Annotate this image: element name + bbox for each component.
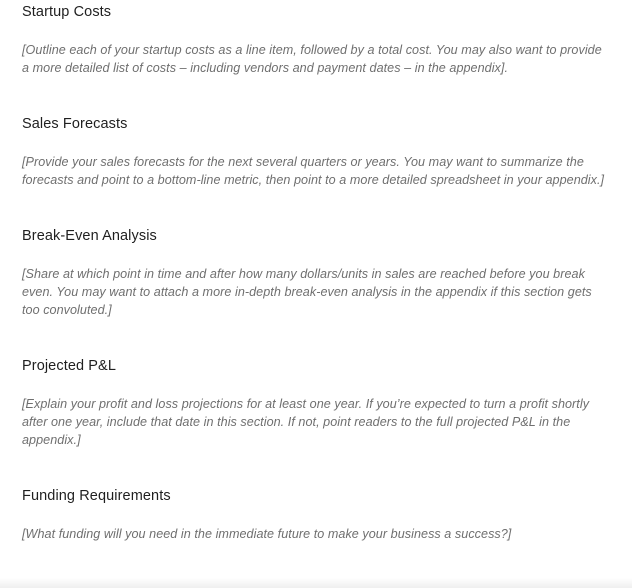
section-heading: Sales Forecasts xyxy=(22,116,128,132)
section-heading: Projected P&L xyxy=(22,358,116,374)
section-startup-costs xyxy=(22,3,612,77)
document-page xyxy=(22,3,612,543)
section-projected-pl xyxy=(22,357,612,449)
section-sales-forecasts xyxy=(22,115,612,189)
section-body: [Provide your sales forecasts for the next several quarters or years. You may want to summarize the forecasts and point to a bottom-line metric, then point to a more detailed spreadsheet in your appendix.] xyxy=(22,155,605,187)
section-funding-requirements xyxy=(22,487,612,543)
section-body: [Explain your profit and loss projections for at least one year. If you’re expected to turn a profit shortly after one year, include that date in this section. If not, point readers to the full projected P&L in the appendix.] xyxy=(22,397,590,447)
section-body: [Outline each of your startup costs as a line item, followed by a total cost. You may also want to provide a more detailed list of costs – including vendors and payment dates – in the appendix]. xyxy=(22,43,602,75)
section-heading: Startup Costs xyxy=(22,4,112,20)
section-body: [What funding will you need in the immediate future to make your business a success?] xyxy=(22,527,512,541)
section-body: [Share at which point in time and after how many dollars/units in sales are reached before you break even. You may want to attach a more in-depth break-even analysis in the appendix if this section gets too convoluted.] xyxy=(22,267,592,317)
section-heading: Break-Even Analysis xyxy=(22,228,157,244)
section-heading: Funding Requirements xyxy=(22,488,171,504)
bottom-edge-shadow xyxy=(0,578,632,588)
section-break-even-analysis xyxy=(22,227,612,319)
